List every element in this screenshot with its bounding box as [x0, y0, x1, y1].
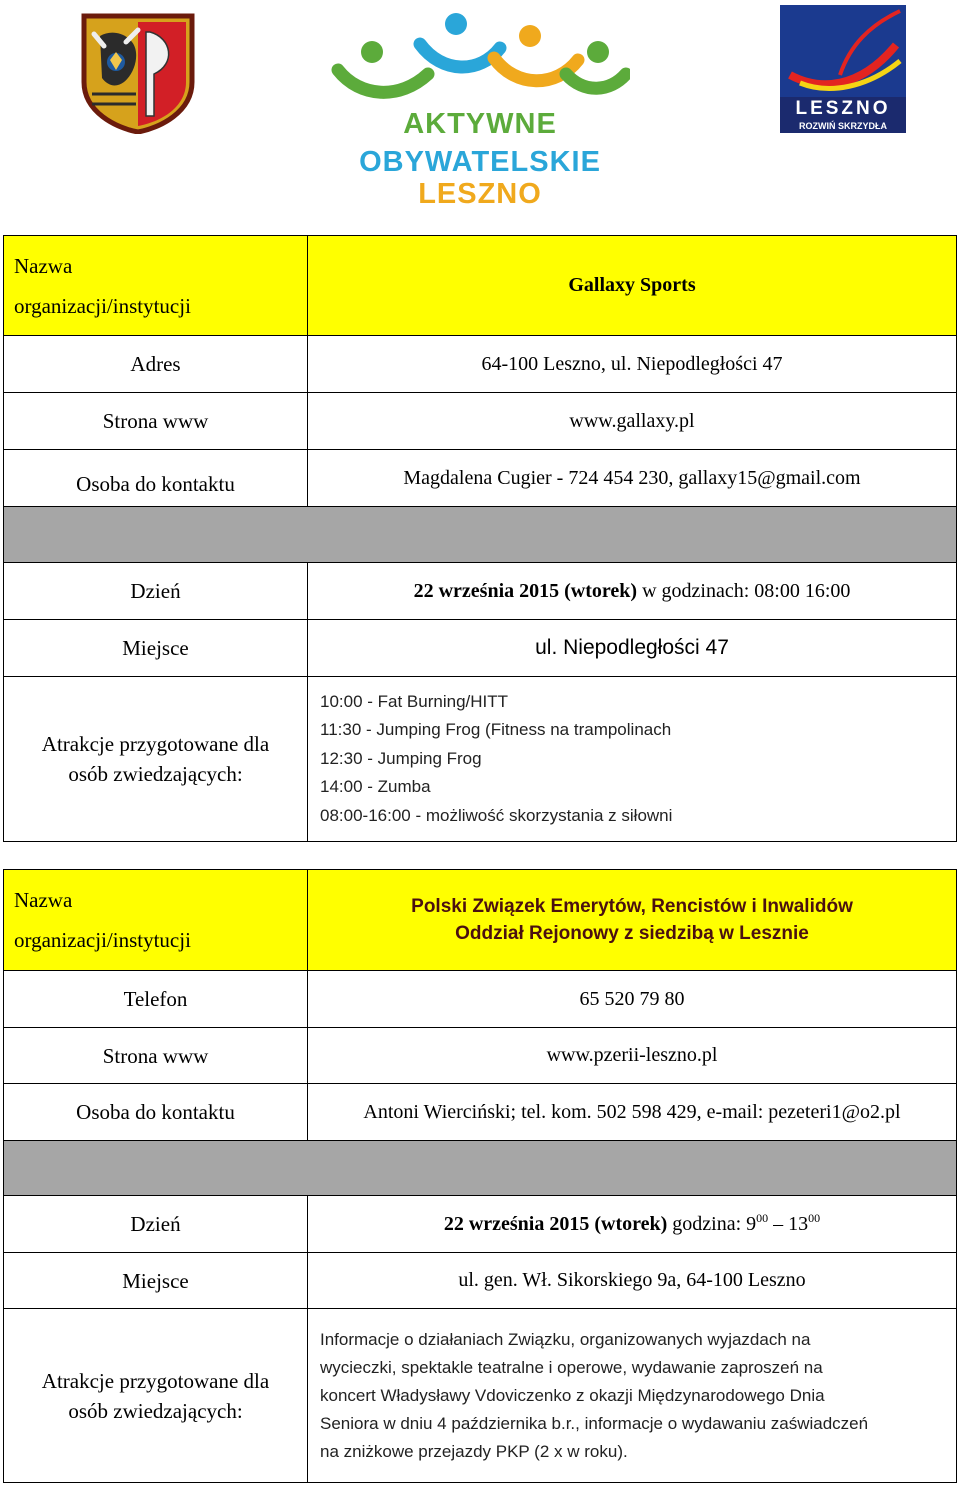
- org2-day-dash: – 13: [768, 1212, 809, 1235]
- org1-name-label-line2: organizacji/instytucji: [14, 293, 191, 318]
- leszno-logo-name: LESZNO: [795, 98, 891, 119]
- paragraph-line: wycieczki, spektakle teatralne i operowe, wydawanie zaproszeń na: [320, 1357, 823, 1377]
- header-logos: [0, 0, 960, 225]
- org2-place-value: ul. gen. Wł. Sikorskiego 9a, 64-100 Leszno: [308, 1253, 957, 1309]
- org1-day-date: 22 września 2015 (wtorek): [413, 579, 638, 602]
- org2-attractions-label: [4, 1309, 308, 1483]
- org2-name-line2: Oddział Rejonowy z siedzibą w Lesznie: [455, 923, 809, 944]
- paragraph-line: na zniżkowe przejazdy PKP (2 x w roku).: [320, 1441, 628, 1461]
- org1-contact-row: [4, 450, 957, 507]
- org2-attractions-label-line1: Atrakcje przygotowane dla: [41, 1368, 270, 1393]
- org1-day-label: Dzień: [4, 563, 308, 620]
- org2-name-label-line2: organizacji/instytucji: [14, 928, 191, 952]
- leszno-city-logo: [780, 5, 906, 133]
- people-figures-icon: [330, 8, 630, 108]
- org1-attractions-label-line1: Atrakcje przygotowane dla: [41, 732, 270, 756]
- list-item: 14:00 - Zumba: [320, 777, 431, 797]
- org2-place-label: Miejsce: [4, 1253, 308, 1309]
- org1-day-value: [308, 563, 957, 620]
- org1-attractions-label: [4, 677, 308, 842]
- org1-name-value: Gallaxy Sports: [308, 236, 957, 336]
- org2-phone-value: 65 520 79 80: [308, 971, 957, 1028]
- org1-table: [3, 235, 957, 842]
- list-item: 10:00 - Fat Burning/HITT: [320, 691, 509, 711]
- org1-attractions-label-line2: osób zwiedzających:: [68, 762, 243, 786]
- org1-contact-value: Magdalena Cugier - 724 454 230, gallaxy15@gmail.com: [308, 450, 957, 507]
- org2-contact-value: Antoni Wierciński; tel. kom. 502 598 429, e-mail: pezeteri1@o2.pl: [308, 1084, 957, 1141]
- org1-place-row: [4, 620, 957, 677]
- org2-name-line1: Polski Związek Emerytów, Rencistów i Inwalidów: [411, 896, 853, 917]
- org2-day-value: [308, 1196, 957, 1253]
- aktywne-obywatelskie-leszno-logo: [330, 8, 630, 208]
- org1-www-label: Strona www: [4, 393, 308, 450]
- org2-name-row: [4, 870, 957, 971]
- org2-table: [3, 869, 957, 1483]
- org2-name-label-line1: Nazwa: [14, 888, 73, 912]
- org2-day-row: [4, 1196, 957, 1253]
- org1-attractions-list: [308, 677, 957, 842]
- org1-www-row: [4, 393, 957, 450]
- logo-text-aktywne: AKTYWNE: [403, 108, 557, 140]
- org1-address-label: Adres: [4, 336, 308, 393]
- org1-name-label: [4, 236, 308, 336]
- org2-attractions-label-line2: osób zwiedzających:: [68, 1398, 243, 1423]
- list-item: 12:30 - Jumping Frog: [320, 748, 482, 768]
- org1-contact-label: Osoba do kontaktu: [4, 450, 308, 507]
- org2-contact-label: Osoba do kontaktu: [4, 1084, 308, 1141]
- org2-day-label: Dzień: [4, 1196, 308, 1253]
- org2-separator: [4, 1141, 957, 1196]
- org2-day-start-minutes: 00: [756, 1210, 769, 1225]
- org2-attractions-text: [308, 1309, 957, 1483]
- paragraph-line: Seniora w dniu 4 października b.r., informacje o wydawaniu zaświadczeń: [320, 1413, 869, 1433]
- org1-day-hours: w godzinach: 08:00 16:00: [637, 579, 851, 602]
- org2-place-row: [4, 1253, 957, 1309]
- paragraph-line: Informacje o działaniach Związku, organizowanych wyjazdach na: [320, 1329, 811, 1349]
- org2-day-end-minutes: 00: [808, 1210, 821, 1225]
- list-item: 08:00-16:00 - możliwość skorzystania z siłowni: [320, 805, 673, 825]
- logo-text-leszno: LESZNO: [418, 178, 542, 210]
- leszno-logo-slogan: ROZWIŃ SKRZYDŁA: [799, 121, 887, 131]
- org2-name-value: [308, 870, 957, 971]
- org2-attractions-row: [4, 1309, 957, 1483]
- leszno-coat-of-arms-icon: [80, 12, 196, 134]
- org2-separator-row: [4, 1141, 957, 1196]
- org1-place-value: ul. Niepodległości 47: [308, 620, 957, 677]
- org1-separator-row: [4, 507, 957, 563]
- org2-name-label: [4, 870, 308, 971]
- org1-address-value: 64-100 Leszno, ul. Niepodległości 47: [308, 336, 957, 393]
- org1-day-row: [4, 563, 957, 620]
- org1-attractions-row: [4, 677, 957, 842]
- org1-www-link[interactable]: www.gallaxy.pl: [308, 393, 957, 450]
- org2-www-link[interactable]: www.pzerii-leszno.pl: [308, 1028, 957, 1084]
- org2-phone-row: [4, 971, 957, 1028]
- org1-name-row: [4, 236, 957, 336]
- org2-day-hours: godzina: 9: [667, 1212, 757, 1235]
- org2-contact-row: [4, 1084, 957, 1141]
- logo-text-obywatelskie: OBYWATELSKIE: [359, 146, 601, 178]
- paragraph-line: koncert Władysławy Vdoviczenko z okazji Międzynarodowego Dnia: [320, 1385, 825, 1405]
- org2-day-date: 22 września 2015 (wtorek): [443, 1212, 668, 1235]
- org1-address-row: [4, 336, 957, 393]
- org1-separator: [4, 507, 957, 563]
- org2-www-row: [4, 1028, 957, 1084]
- org1-place-label: Miejsce: [4, 620, 308, 677]
- wings-icon: [780, 5, 906, 97]
- org2-phone-label: Telefon: [4, 971, 308, 1028]
- org1-name-label-line1: Nazwa: [14, 253, 73, 278]
- list-item: 11:30 - Jumping Frog (Fitness na trampolinach: [320, 720, 672, 740]
- org2-www-label: Strona www: [4, 1028, 308, 1084]
